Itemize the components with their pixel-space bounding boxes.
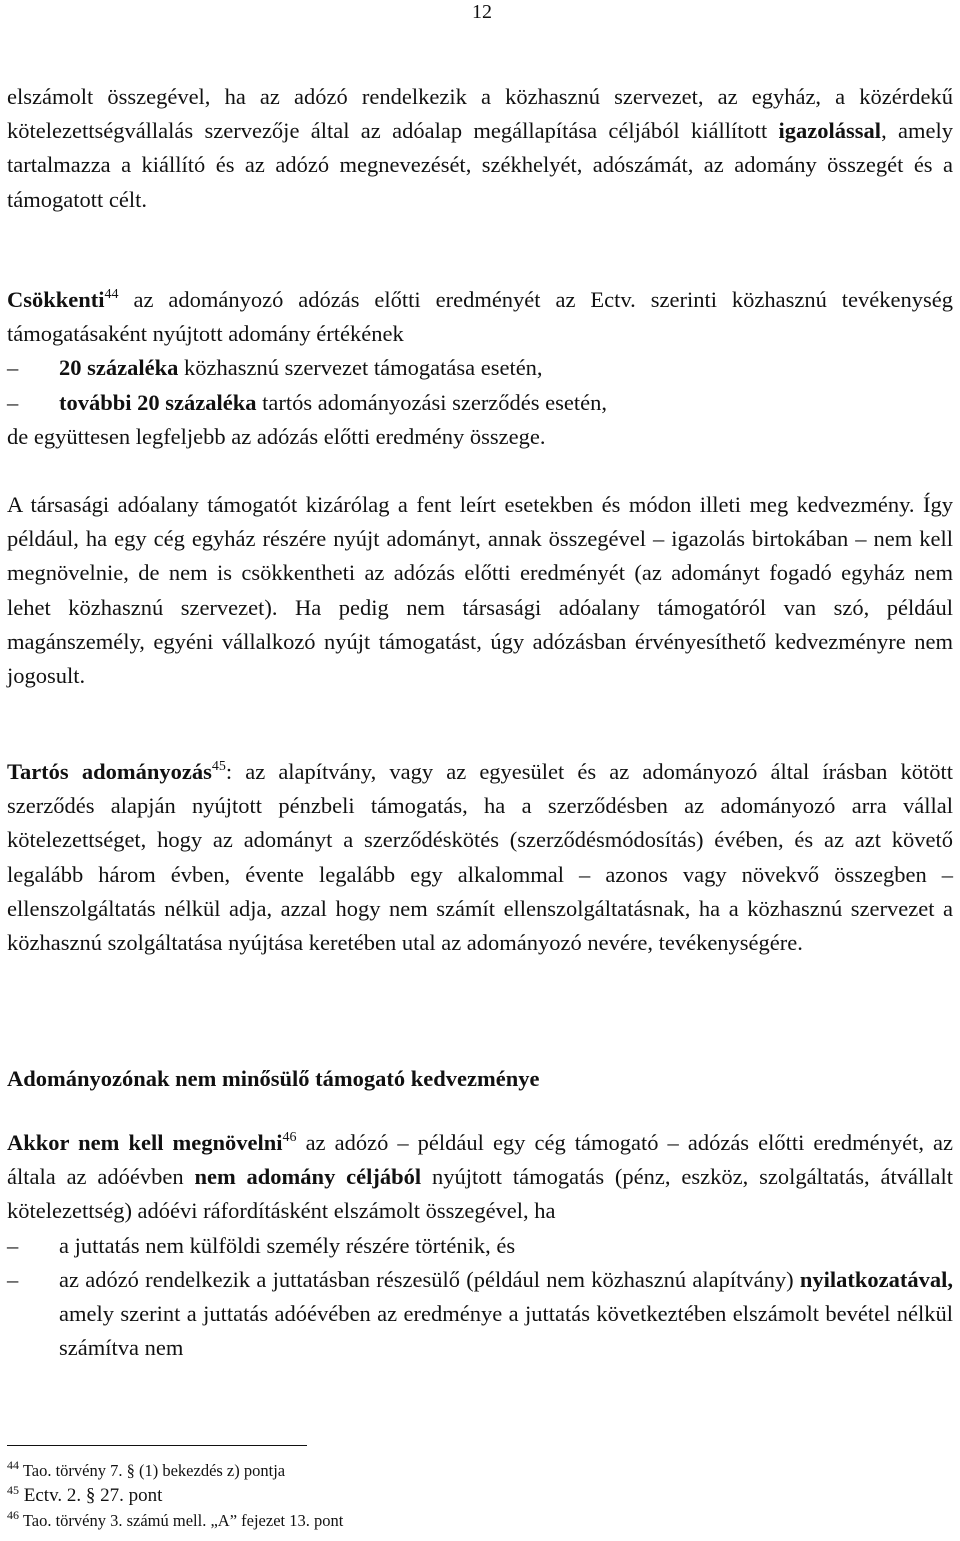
paragraph-reduces-lead: Csökkenti$^{44}$ az adományozó adózás előtti eredményét az Ectv. szerinti közhasznú tevékenység támogatásaként nyújtott adomány értékének: [7, 287, 953, 347]
footnote-ref: 46: [282, 1130, 297, 1145]
paragraph-long-term-donation: Tartós adományozás$^{45}$: az alapítvány, vagy az egyesület és az adományozó által írásban kötött szerződés alapján nyújtott pénzbeli támogatás, ha a szerződésben az adományozó arra vállal kötelezettséget, hogy az adományt a szerződéskötés (szerződésmódosítás) évében, és az azt követő legalább három évben, évente legalább egy alkalommal – azonos vagy növekvő összegben – ellenszolgáltatás nélkül adja, azzal hogy nem számít ellenszolgáltatásnak, ha a közhasznú szervezet a közhasznú szolgáltatása nyújtása keretében utal az adományozó nevére, tevékenységére.: [7, 759, 953, 956]
list-item: – az adózó rendelkezik a juttatásban részesülő (például nem közhasznú alapítvány) nyilatkozatával, amely szerint a juttatás adóévében az eredménye a juttatás következtében elszámolt bevétel nélkül számítva nem: [7, 1263, 953, 1366]
footnotes: [7, 1458, 953, 1533]
list-item: – 20 százaléka közhasznú szervezet támogatása esetén,: [7, 351, 953, 385]
paragraph-non-donation-lead: Akkor nem kell megnövelni$^{46}$ az adózó – például egy cég támogató – adózás előtti eredményét, az általa az adóévben nem adomány céljából nyújtott támogatás (pénz, eszköz, szolgáltatás, átvállalt kötelezettség) adóévi ráfordításként elszámolt összegével, ha: [7, 1130, 953, 1224]
bold-term: Akkor nem kell megnövelni: [7, 1130, 283, 1155]
paragraph-non-donation-support: [7, 1126, 953, 1365]
paragraph-reduces: [7, 283, 953, 454]
footnote-ref: 44: [104, 287, 119, 302]
footnote: $^{44}$ Tao. törvény 7. § (1) bekezdés z) pontja: [7, 1458, 286, 1480]
section-heading: Adományozónak nem minősülő támogató kedvezménye: [7, 1066, 540, 1091]
footnote-ref: 45: [211, 759, 226, 774]
dash-bullet: –: [7, 1232, 19, 1258]
list-item: – további 20 százaléka tartós adományozási szerződés esetén,: [7, 386, 953, 420]
list-item: – a juttatás nem külföldi személy részére történik, és: [7, 1229, 953, 1263]
bold-term: nem adomány céljából: [194, 1164, 422, 1190]
dash-bullet: –: [7, 389, 19, 415]
dash-bullet: –: [7, 1266, 19, 1292]
paragraph-certificate: elszámolt összegével, ha az adózó rendelkezik a közhasznú szervezet, az egyház, a közérdekű kötelezettségvállalás szervezője által az adóalap megállapítása céljából kiállított igazolással, amely tartalmazza a kiállító és az adózó megnevezését, székhelyét, adószámát, az adomány összegét és a támogatott célt.: [7, 84, 953, 212]
dash-bullet: –: [7, 355, 19, 381]
footnote: $^{46}$ Tao. törvény 3. számú mell. „A” fejezet 13. pont: [7, 1508, 344, 1530]
bold-term: Tartós adományozás: [7, 759, 212, 784]
paragraph-reduces-closing: de együttesen legfeljebb az adózás előtti eredmény összege.: [7, 423, 546, 449]
bold-term: Csökkenti: [7, 287, 105, 312]
page-number: 12: [472, 1, 492, 23]
footnote: $^{45}$ Ectv. 2. § 27. pont: [7, 1483, 163, 1506]
footnote-separator: [7, 1445, 307, 1446]
paragraph-corporate-taxpayer: A társasági adóalany támogatót kizárólag a fent leírt esetekben és módon illeti meg kedvezmény. Így például, ha egy cég egyház részére nyújt adományt, annak összegével – igazolás birtokában – nem kell megnövelnie, de nem is csökkentheti az adózás előtti eredményét (az adományt fogadó egyház nem lehet közhasznú szervezet). Ha pedig nem társasági adóalany támogatóról van szó, például magánszemély, egyéni vállalkozó nyújt támogatást, úgy adózásban érvényesíthető kedvezményre nem jogosult.: [7, 492, 953, 689]
bold-term: igazolással: [778, 118, 882, 144]
